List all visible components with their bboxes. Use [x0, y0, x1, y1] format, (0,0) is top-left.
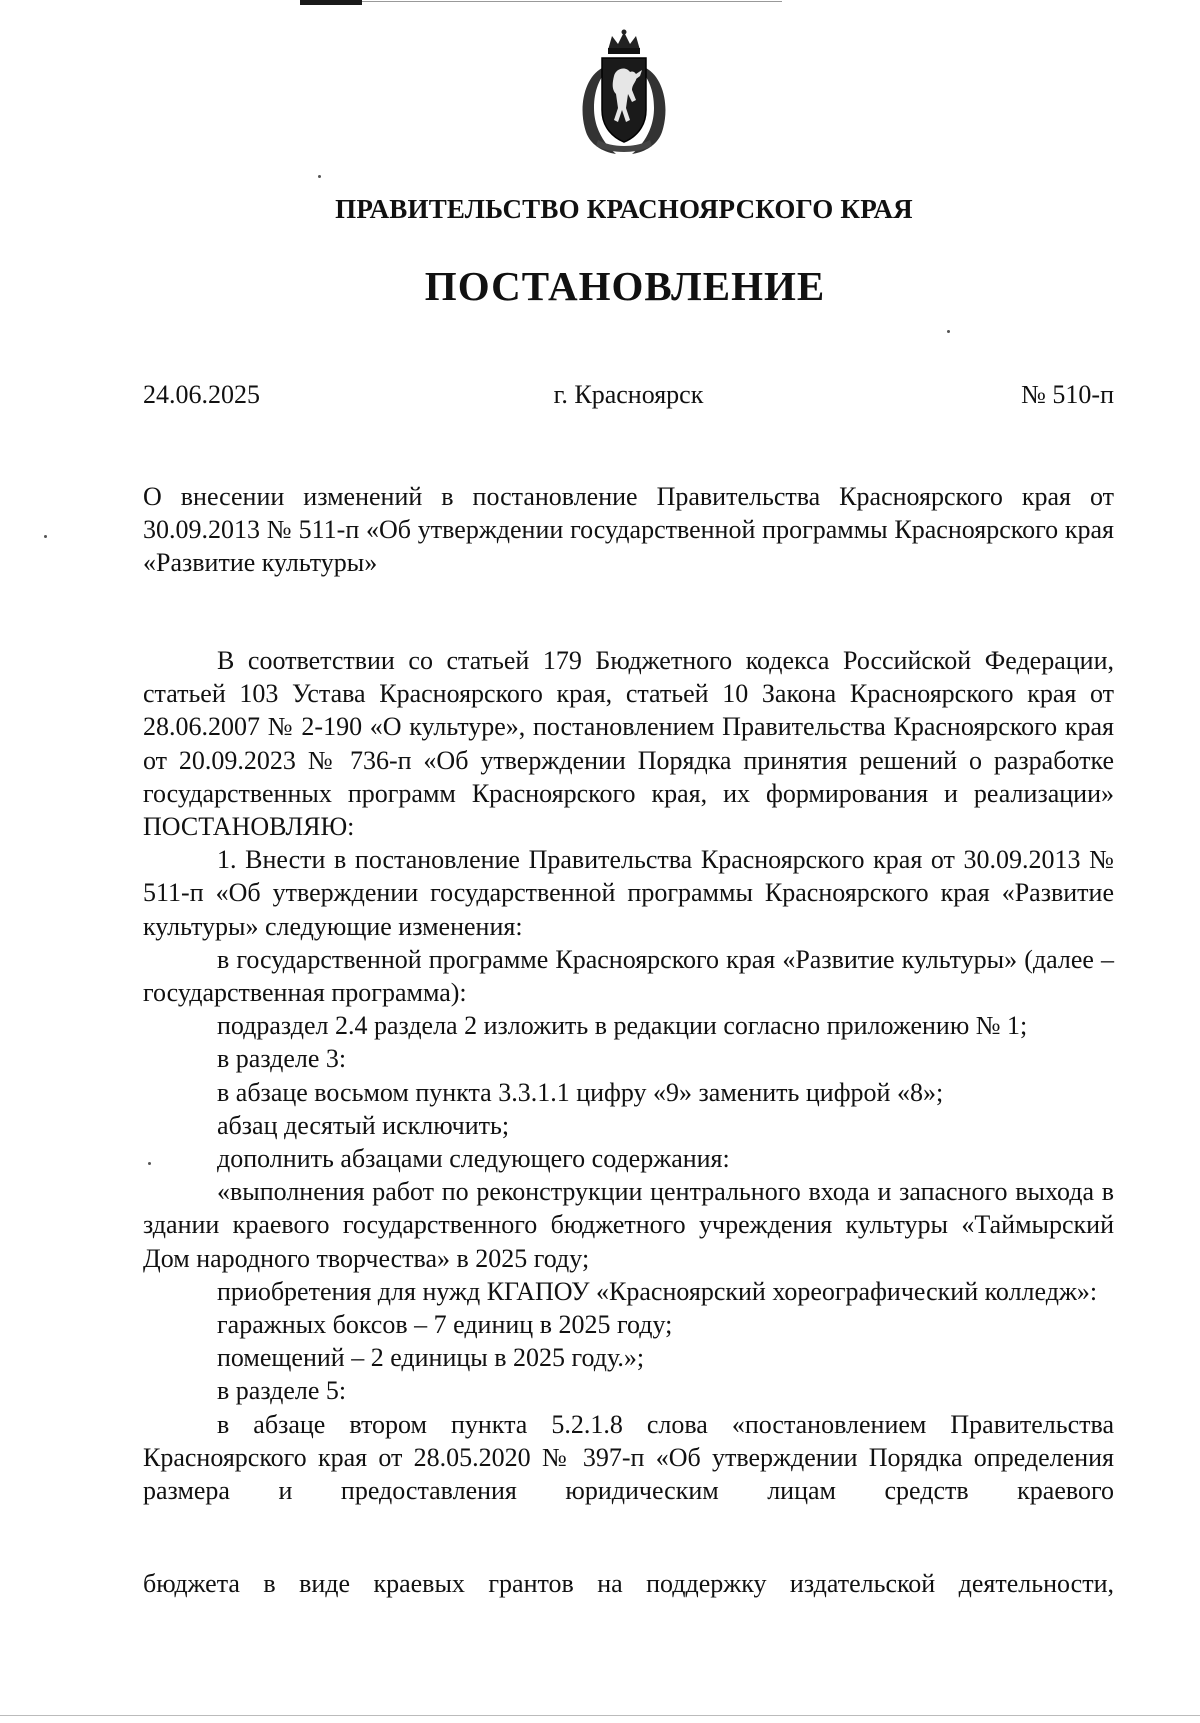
subject-text: О внесении изменений в постановление Правительства Красноярского края от 30.09.2013 № 511-п «Об утверждении государственной программы Красноярского края «Развитие культуры»	[143, 482, 1114, 578]
paragraph-subsection: подраздел 2.4 раздела 2 изложить в редакции согласно приложению № 1;	[217, 1011, 1028, 1041]
scan-speck	[44, 535, 47, 538]
paragraph-section-3: в разделе 3:	[217, 1044, 347, 1074]
paragraph-item-1: 1. Внести в постановление Правительства Красноярского края от 30.09.2013 № 511-п «Об утверждении государственной программы Красноярского края «Развитие культуры» следующие изменения:	[143, 845, 1114, 941]
paragraph-works: «выполнения работ по реконструкции центрального входа и запасного выхода в здании краевого государственного бюджетного учреждения культуры «Таймырский Дом народного творчества» в 2025 году;	[143, 1177, 1114, 1273]
paragraph-exclude: абзац десятый исключить;	[217, 1110, 510, 1140]
document-number: № 510-п	[1021, 380, 1114, 409]
coat-of-arms-emblem	[572, 28, 676, 158]
scan-mark	[300, 0, 362, 5]
scan-speck	[318, 175, 321, 178]
paragraph-premises: помещений – 2 единицы в 2025 году.»;	[217, 1343, 645, 1373]
scan-bottom-edge	[0, 1715, 1200, 1716]
government-title: ПРАВИТЕЛЬСТВО КРАСНОЯРСКОГО КРАЯ	[335, 194, 913, 224]
document-type-title: ПОСТАНОВЛЕНИЕ	[424, 263, 826, 309]
document-continuation	[143, 1567, 1114, 1600]
scan-edge-line	[362, 1, 782, 2]
paragraph-words-replace: в абзаце втором пункта 5.2.1.8 слова «постановлением Правительства Красноярского края от 28.05.2020 № 397-п «Об утверждении Порядка определения размера и предоставления юридическим лицам средств краевого	[143, 1409, 1114, 1506]
continuation-line: бюджета в виде краевых грантов на поддержку издательской деятельности,	[143, 1569, 1114, 1598]
paragraph-acquisition: приобретения для нужд КГАПОУ «Красноярский хореографический колледж»:	[217, 1276, 1098, 1306]
paragraph-program: в государственной программе Красноярского края «Развитие культуры» (далее – государственная программа):	[143, 944, 1114, 1008]
document-subject	[143, 480, 1114, 580]
document-body	[143, 644, 1114, 1507]
paragraph-supplement: дополнить абзацами следующего содержания:	[217, 1144, 730, 1174]
scan-speck	[947, 330, 950, 333]
paragraph-garages: гаражных боксов – 7 единиц в 2025 году;	[217, 1310, 673, 1340]
paragraph-preamble: В соответствии со статьей 179 Бюджетного кодекса Российской Федерации, статьей 103 Устава Красноярского края, статьей 10 Закона Красноярского края от 28.06.2007 № 2-190 «О культуре», постановлением Правительства Красноярского края от 20.09.2023 № 736-п «Об утверждении Порядка принятия решений о разработке государственных программ Красноярского края, их формирования и реализации» ПОСТАНОВЛЯЮ:	[143, 646, 1114, 842]
paragraph-section-5: в разделе 5:	[217, 1376, 347, 1406]
document-date: 24.06.2025	[143, 380, 260, 409]
document-city: г. Красноярск	[553, 380, 704, 409]
document-meta-row	[143, 380, 1114, 414]
paragraph-digit-replace: в абзаце восьмом пункта 3.3.1.1 цифру «9» заменить цифрой «8»;	[217, 1077, 944, 1107]
scan-speck	[148, 1162, 151, 1165]
